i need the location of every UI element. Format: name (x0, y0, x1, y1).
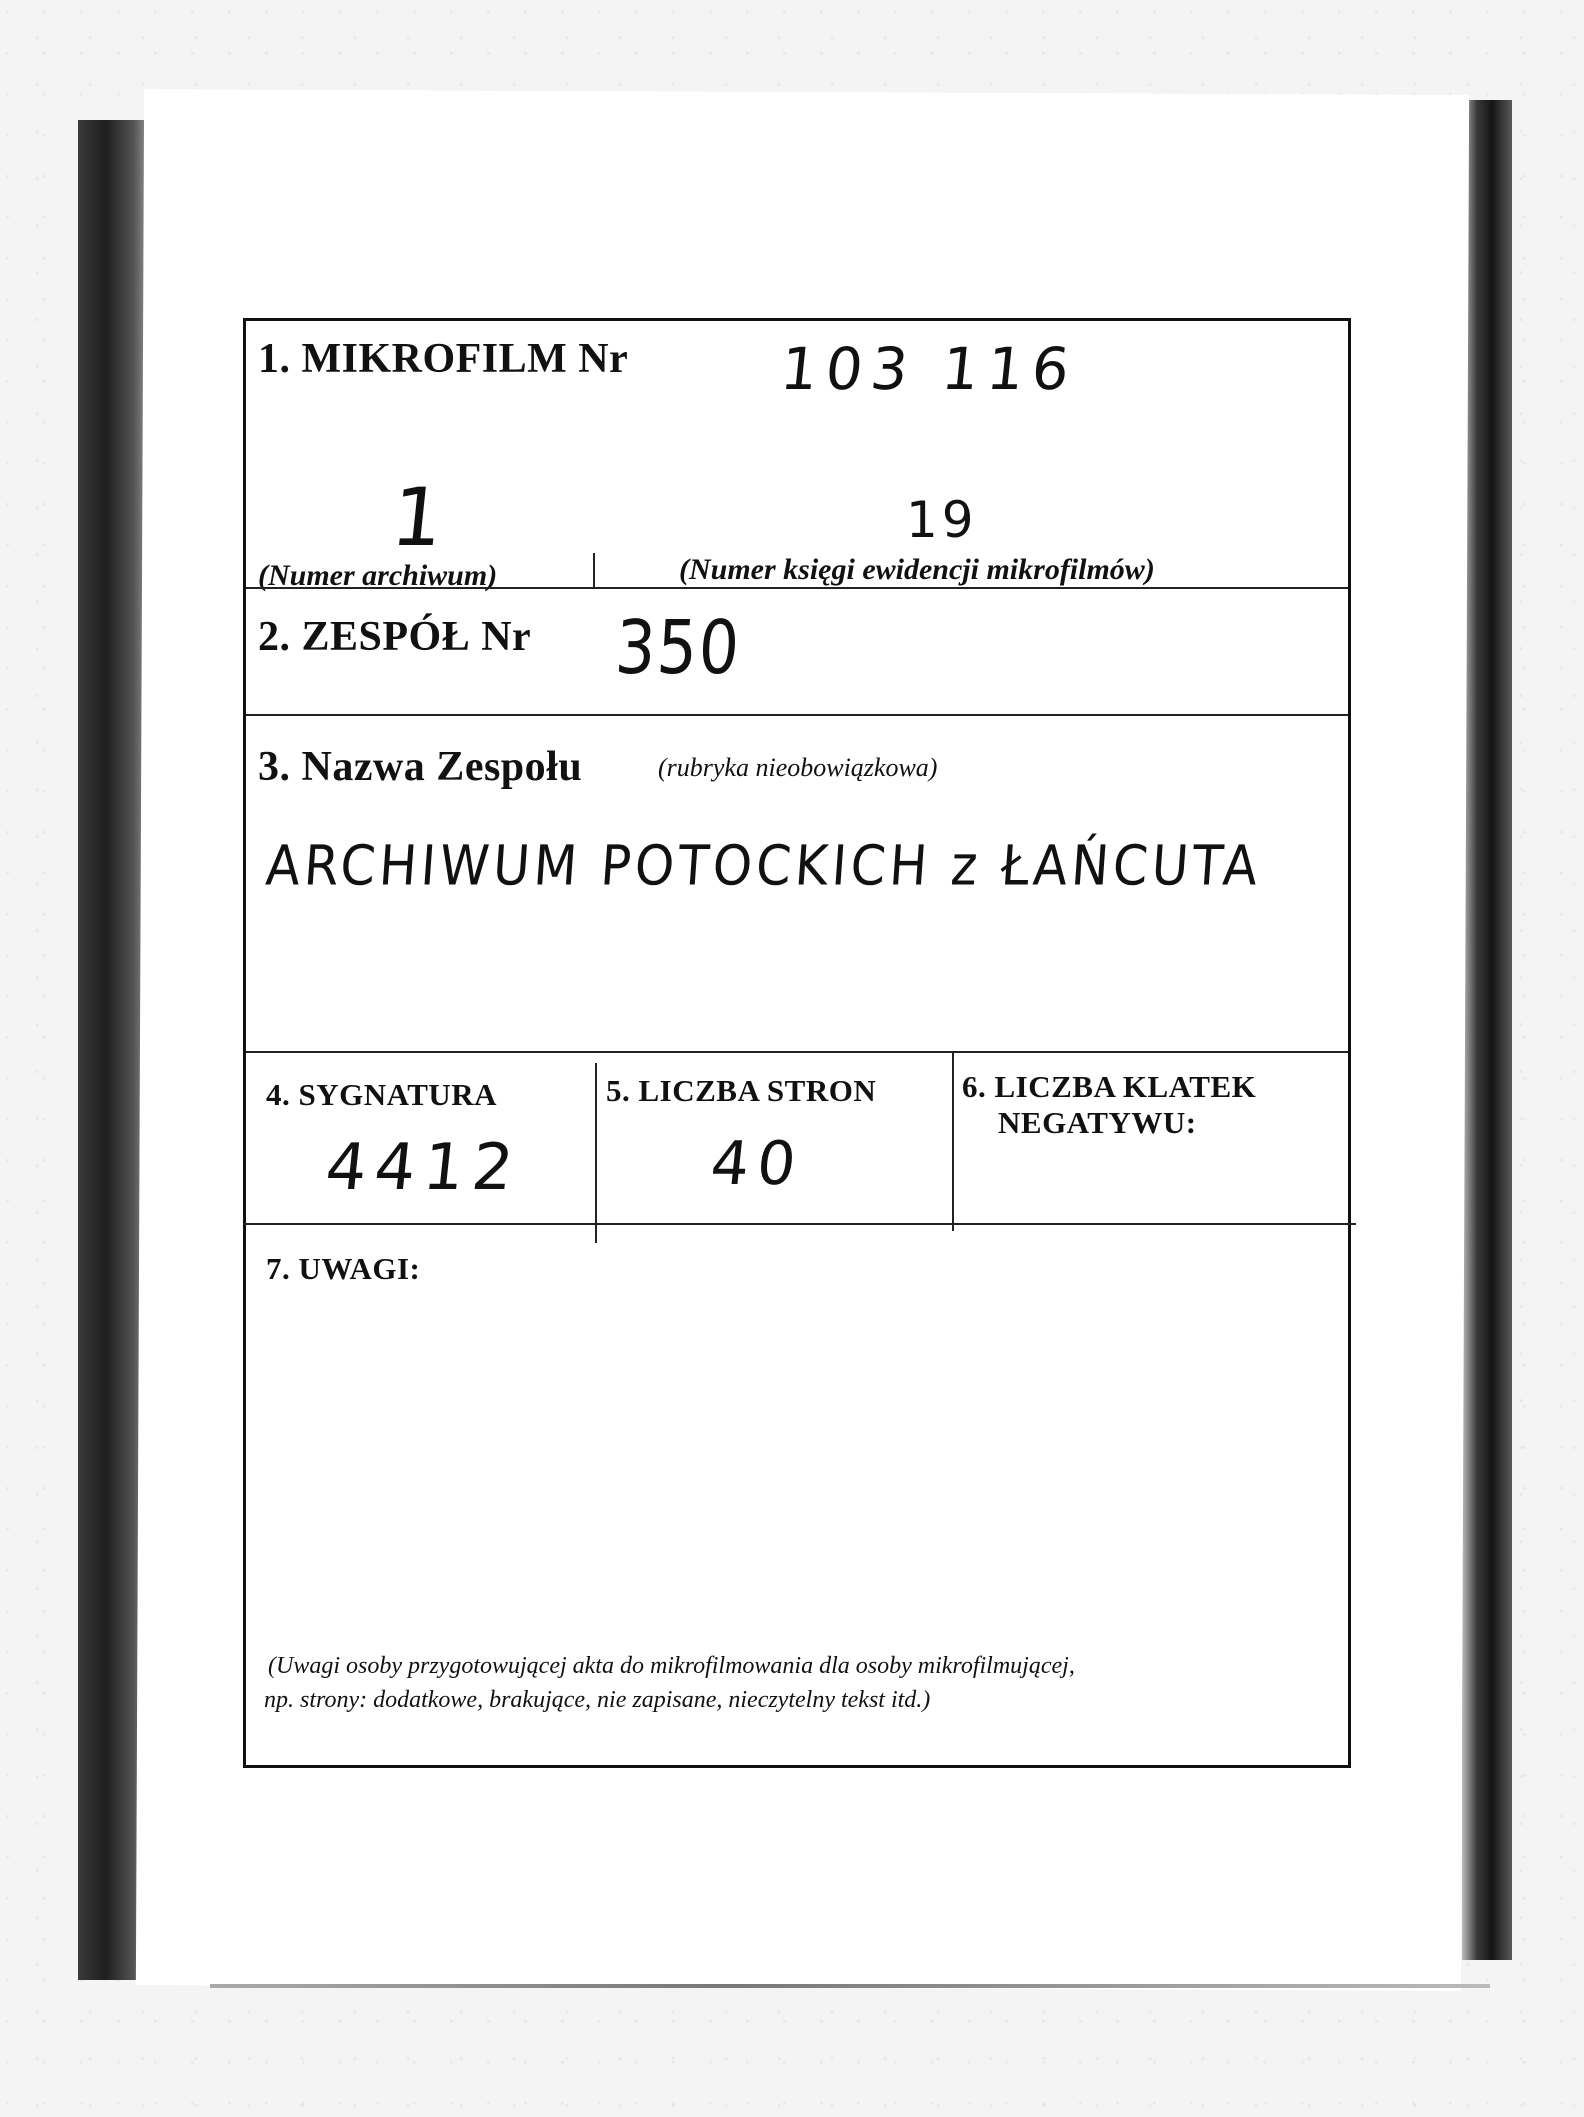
caption-divider (593, 553, 595, 587)
fonds-name-label: 3. Nazwa Zespołu (258, 744, 583, 790)
archive-number-caption: (Numer archiwum) (258, 559, 498, 592)
column-divider-2 (952, 1051, 954, 1231)
fonds-name-hint: (rubryka nieobowiązkowa) (658, 753, 938, 782)
scan-bottom-edge (210, 1984, 1490, 1988)
scan-right-shadow (1462, 100, 1512, 1960)
column-divider-1 (595, 1063, 597, 1243)
remarks-note-line-2: np. strony: dodatkowe, brakujące, nie zapisane, nieczytelny tekst itd.) (264, 1687, 931, 1713)
signature-value: 4412 (322, 1131, 525, 1205)
frame-count-label-2: NEGATYWU: (998, 1105, 1197, 1140)
divider-2 (246, 714, 1348, 716)
microfilm-form (243, 318, 1351, 1768)
remarks-label: 7. UWAGI: (266, 1251, 421, 1286)
microfilm-number-label: 1. MIKROFILM Nr (258, 336, 629, 382)
remarks-note-line-1: (Uwagi osoby przygotowującej akta do mikrofilmowania dla osoby mikrofilmującej, (268, 1653, 1075, 1679)
fonds-name-value: ARCHIWUM POTOCKICH z ŁAŃCUTA (263, 834, 1264, 898)
page-count-value: 40 (707, 1129, 808, 1199)
divider-1 (246, 587, 1348, 589)
divider-3 (246, 1051, 1348, 1053)
book-number-caption: (Numer księgi ewidencji mikrofilmów) (679, 553, 1155, 586)
book-number-value: 19 (906, 491, 978, 549)
fonds-number-label: 2. ZESPÓŁ Nr (258, 614, 532, 660)
microfilm-number-value: 103 116 (777, 335, 1081, 403)
signature-label: 4. SYGNATURA (266, 1077, 498, 1112)
divider-4 (243, 1223, 1356, 1225)
fonds-number-value: 350 (612, 605, 744, 691)
page-count-label: 5. LICZBA STRON (606, 1073, 877, 1108)
archive-number-value: 1 (387, 471, 448, 564)
frame-count-label: 6. LICZBA KLATEK (962, 1069, 1257, 1104)
